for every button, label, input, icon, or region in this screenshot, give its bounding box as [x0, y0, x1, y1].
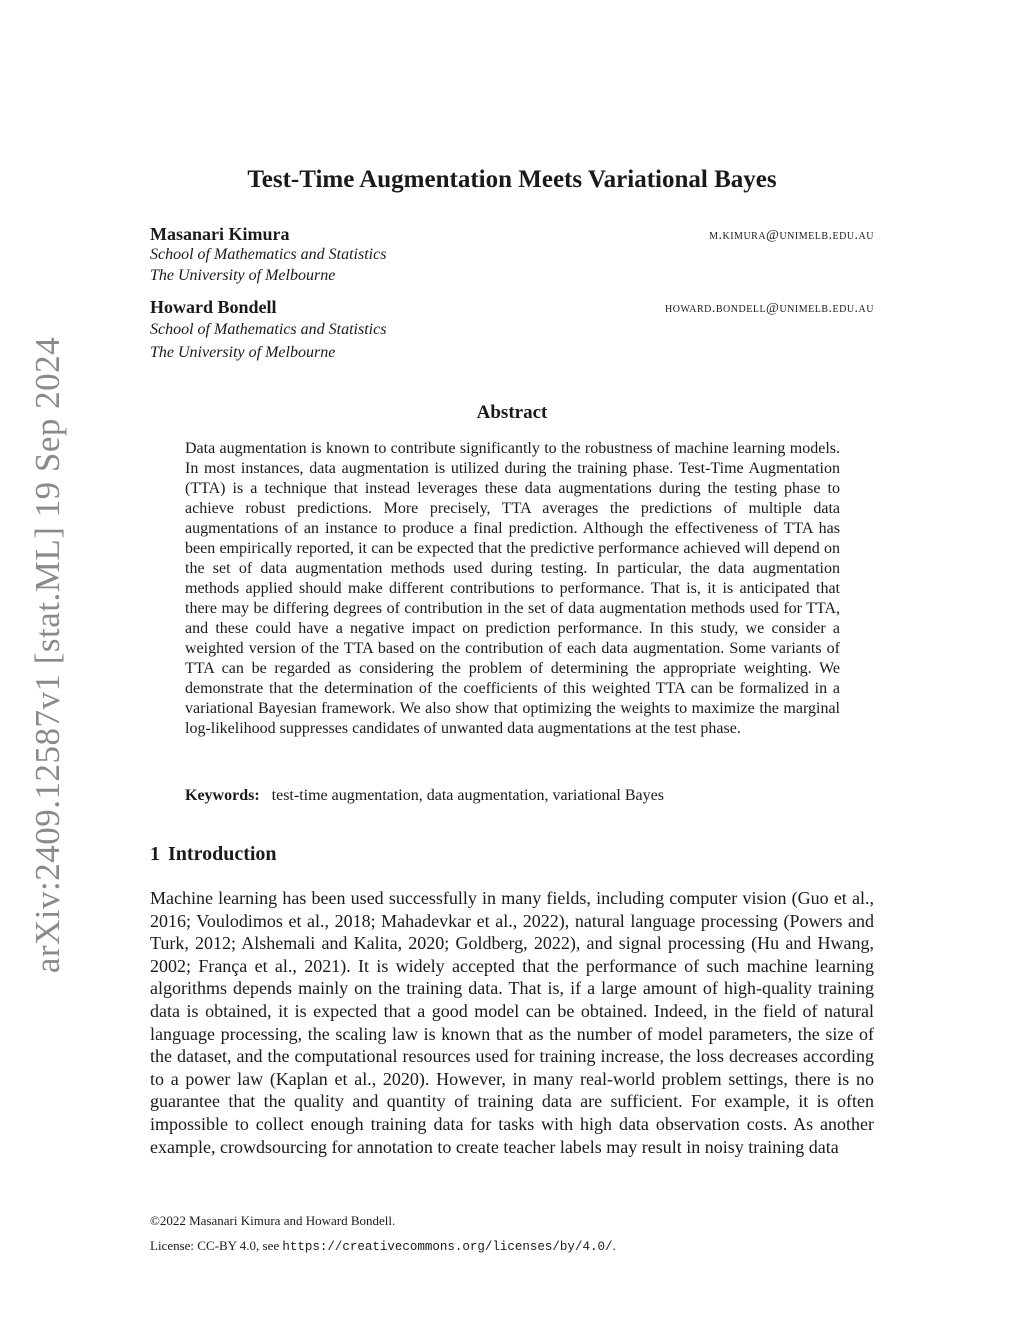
- keywords-label: Keywords:: [185, 787, 260, 804]
- keywords: [185, 787, 840, 805]
- author-name: Masanari Kimura: [150, 224, 290, 244]
- license-link[interactable]: https://creativecommons.org/licenses/by/4.0/: [282, 1240, 613, 1254]
- section-number: 1: [150, 843, 160, 865]
- abstract-heading: Abstract: [476, 402, 548, 423]
- paper-title: Test-Time Augmentation Meets Variational Bayes: [247, 166, 777, 193]
- author-affiliation: School of Mathematics and Statistics: [150, 321, 387, 338]
- author-email[interactable]: howard.bondell@unimelb.edu.au: [665, 301, 874, 316]
- section-title: Introduction: [168, 843, 277, 865]
- license-prefix: License: CC-BY 4.0, see: [150, 1238, 283, 1253]
- abstract-text: Data augmentation is known to contribute significantly to the robustness of machine learning models. In most instances, data augmentation is utilized during the training phase. Test-Time Augmentation (TTA) is a technique that instead leverages these data augmentations during the testing phase to achieve robust predictions. More precisely, TTA averages the predictions of multiple data augmentations of an instance to produce a final prediction. Although the effectiveness of TTA has been empirically reported, it can be expected that the predictive performance achieved will depend on the set of data augmentation methods used during testing. In particular, the data augmentation methods applied should make different contributions to performance. That is, it is anticipated that there may be differing degrees of contribution in the set of data augmentation methods used for TTA, and these could have a negative impact on prediction performance. In this study, we consider a weighted version of the TTA based on the contribution of each data augmentation. Some variants of TTA can be regarded as considering the problem of determining the appropriate weighting. We demonstrate that the determination of the coefficients of this weighted TTA can be formalized in a variational Bayesian framework. We also show that optimizing the weights to maximize the marginal log-likelihood suppresses candidates of unwanted data augmentations at the test phase.: [185, 440, 840, 737]
- section-body-text: Machine learning has been used successfully in many fields, including computer vision (Guo et al., 2016; Voulodimos et al., 2018; Mahadevkar et al., 2022), natural language processing (Powers and Turk, 2012; Alshemali and Kalita, 2020; Goldberg, 2022), and signal processing (Hu and Hwang, 2002; França et al., 2021). It is widely accepted that the performance of such machine learning algorithms depends mainly on the training data. That is, if a large amount of high-quality training data is obtained, it is expected that a good model can be obtained. Indeed, in the field of natural language processing, the scaling law is known that as the number of model parameters, the size of the dataset, and the computational resources used for training increase, the loss decreases according to a power law (Kaplan et al., 2020). However, in many real-world problem settings, there is no guarantee that the quality and quantity of training data are sufficient. For example, it is often impossible to collect enough training data for tasks with high data observation costs. As another example, crowdsourcing for annotation to create teacher labels may result in noisy training data: [150, 888, 874, 1157]
- author-affiliation: The University of Melbourne: [150, 267, 336, 284]
- keywords-text: test-time augmentation, data augmentation, variational Bayes: [271, 787, 664, 804]
- author-email[interactable]: m.kimura@unimelb.edu.au: [709, 228, 874, 243]
- license-line: [150, 1238, 616, 1254]
- copyright-notice: ©2022 Masanari Kimura and Howard Bondell.: [150, 1213, 396, 1228]
- author-affiliation: School of Mathematics and Statistics: [150, 246, 387, 263]
- section-heading: [150, 843, 277, 866]
- license-suffix: .: [612, 1238, 616, 1253]
- author-affiliation: The University of Melbourne: [150, 344, 336, 361]
- author-name: Howard Bondell: [150, 297, 277, 317]
- arxiv-side-stamp: arXiv:2409.12587v1 [stat.ML] 19 Sep 2024: [28, 336, 67, 974]
